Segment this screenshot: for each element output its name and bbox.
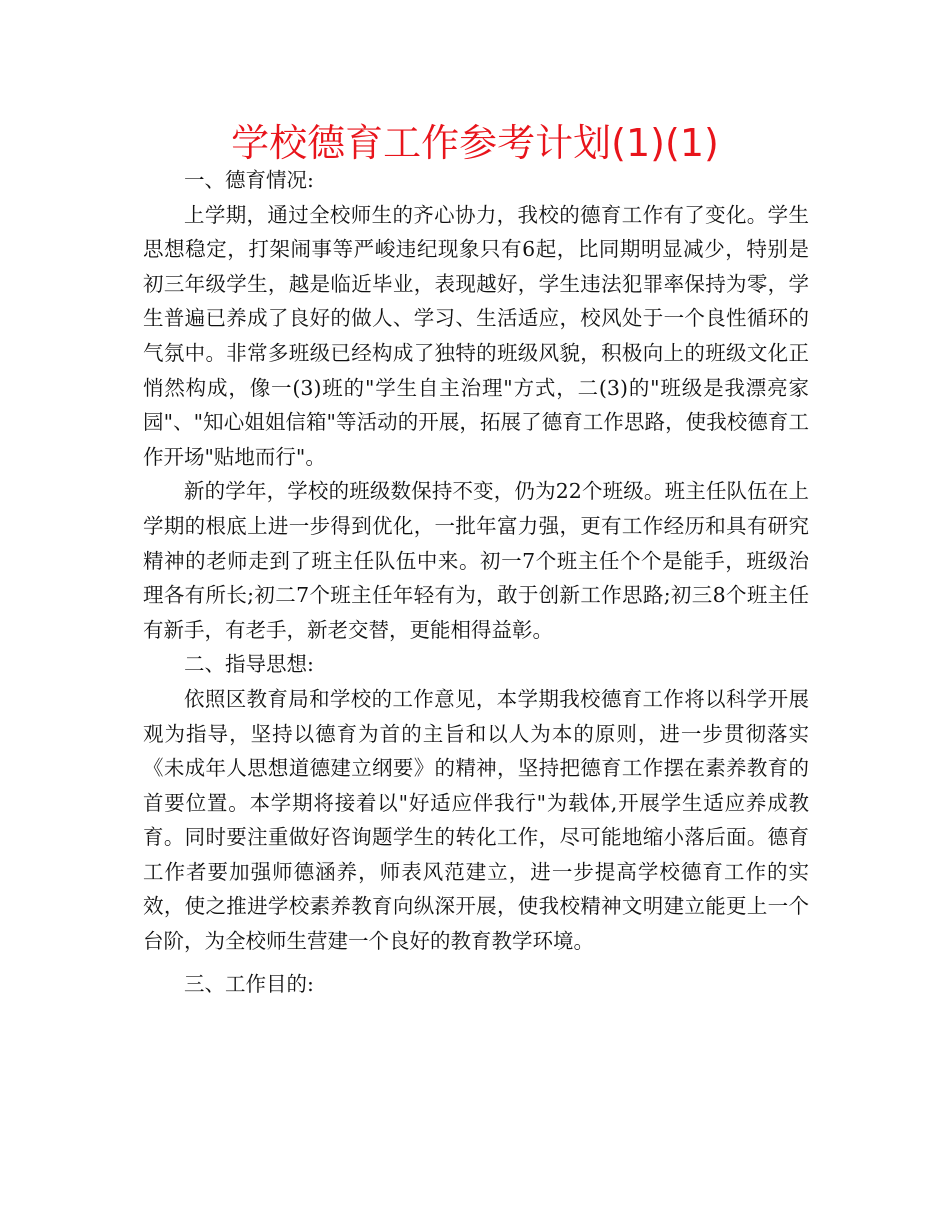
document-title: 学校德育工作参考计划(1)(1) <box>231 121 719 165</box>
section-1-paragraph-2: 新的学年，学校的班级数保持不变，仍为22个班级。班主任队伍在上学期的根底上进一步得到优化，一批年富力强，更有工作经历和具有研究精神的老师走到了班主任队伍中来。初一7个班主任个个是能手，班级治理各有所长;初二7个班主任年轻有为，敢于创新工作思路;初三8个班主任有新手，有老手，新老交替，更能相得益彰。 <box>143 479 809 642</box>
section-heading-1: 一、德育情况: <box>184 168 314 192</box>
document-body <box>143 163 809 1001</box>
section-1-paragraph-1: 上学期，通过全校师生的齐心协力，我校的德育工作有了变化。学生思想稳定，打架闹事等严峻违纪现象只有6起，比同期明显减少，特别是初三年级学生，越是临近毕业，表现越好，学生违法犯罪率保持为零，学生普遍已养成了良好的做人、学习、生活适应，校风处于一个良性循环的气氛中。非常多班级已经构成了独特的班级风貌，积极向上的班级文化正悄然构成，像一(3)班的"学生自主治理"方式，二(3)的"班级是我漂亮家园"、"知心姐姐信箱"等活动的开展，拓展了德育工作思路，使我校德育工作开场"贴地而行"。 <box>143 202 809 469</box>
section-2-paragraph-1: 依照区教育局和学校的工作意见，本学期我校德育工作将以科学开展观为指导，坚持以德育为首的主旨和以人为本的原则，进一步贯彻落实《未成年人思想道德建立纲要》的精神，坚持把德育工作摆在素养教育的首要位置。本学期将接着以"好适应伴我行"为载体,开展学生适应养成教育。同时要注重做好咨询题学生的转化工作，尽可能地缩小落后面。德育工作者要加强师德涵养，师表风范建立，进一步提高学校德育工作的实效，使之推进学校素养教育向纵深开展，使我校精神文明建立能更上一个台阶，为全校师生营建一个良好的教育教学环境。 <box>143 686 809 954</box>
section-heading-2: 二、指导思想: <box>184 652 314 677</box>
section-heading-3: 三、工作目的: <box>184 971 314 996</box>
